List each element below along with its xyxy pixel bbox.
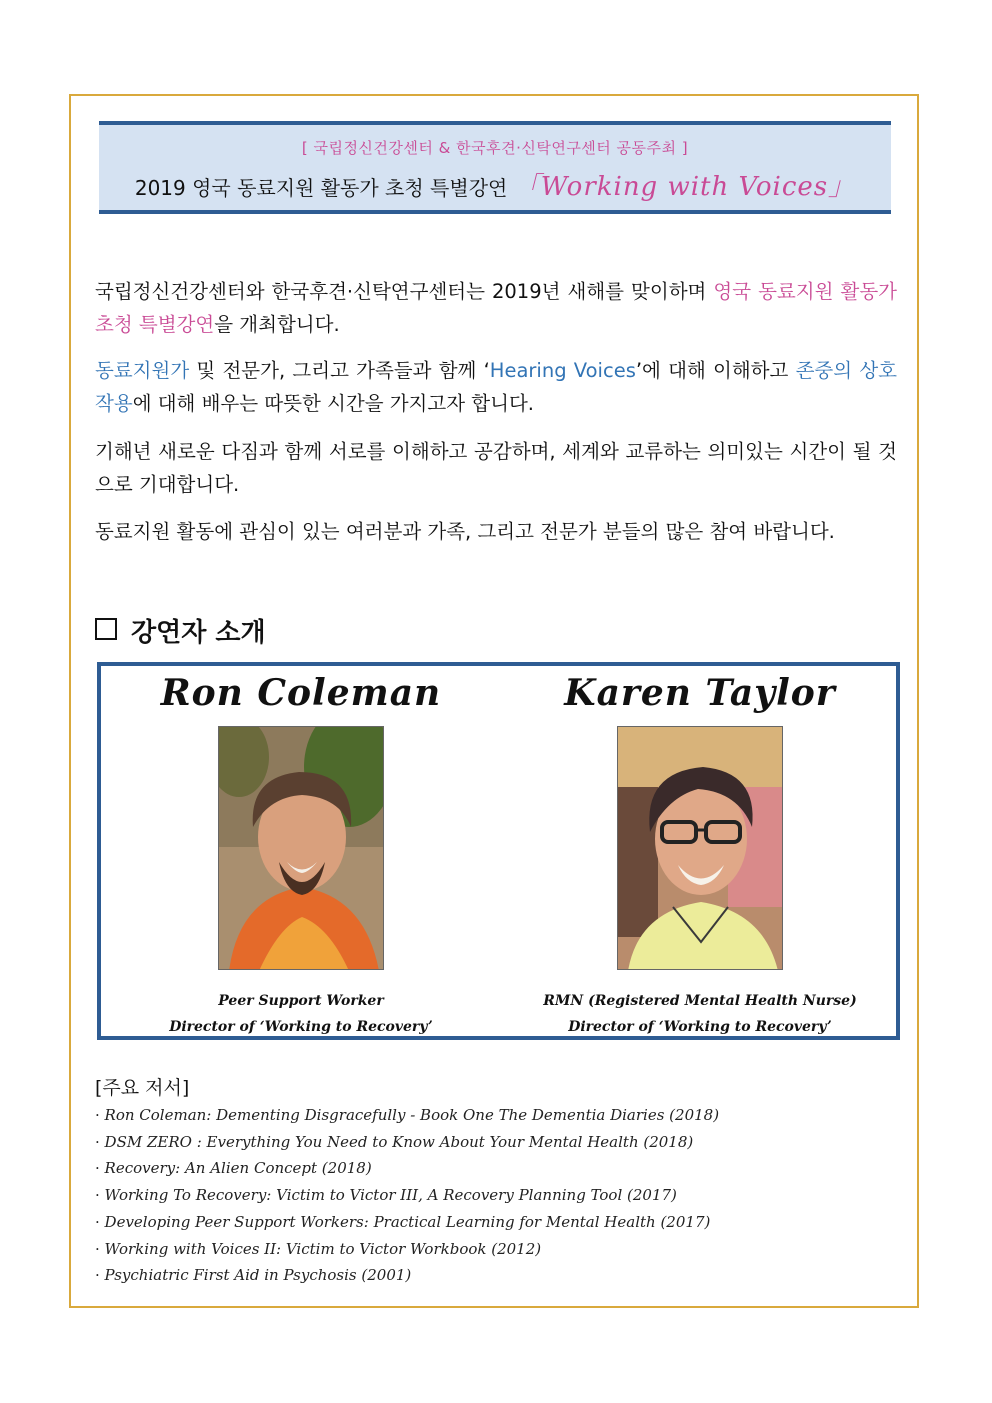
list-item: · Recovery: An Alien Concept (2018) xyxy=(95,1155,719,1182)
speaker-name: Karen Taylor xyxy=(564,672,836,714)
intro-p1-text: 국립정신건강센터와 한국후견·신탁연구센터는 2019년 새해를 맞이하며 xyxy=(95,280,714,303)
banner-subtitle: [ 국립정신건강센터 & 한국후견·신탁연구센터 공동주최 ] xyxy=(301,139,689,157)
speaker-role-director: Director of ‘Working to Recovery’ xyxy=(169,1019,433,1035)
works-list xyxy=(95,1102,719,1289)
intro-paragraph-2 xyxy=(95,354,897,420)
list-item: · Ron Coleman: Dementing Disgracefully - Book One The Dementia Diaries (2018) xyxy=(95,1102,719,1129)
header-banner xyxy=(99,121,891,214)
works-title: [주요 저서] xyxy=(95,1077,190,1099)
intro-p2-text-3: 에 대해 배우는 따뜻한 시간을 가지고자 합니다. xyxy=(132,392,534,415)
speaker-photo-ron xyxy=(218,726,384,970)
intro-paragraph-1 xyxy=(95,275,897,341)
intro-p2-highlight-3: 존중의 상호작용 xyxy=(95,359,898,415)
speaker-role-director: Director of ‘Working to Recovery’ xyxy=(568,1019,832,1035)
section-heading xyxy=(95,612,266,649)
list-item: · Developing Peer Support Workers: Practical Learning for Mental Health (2017) xyxy=(95,1209,719,1236)
intro-p1-text-end: 을 개최합니다. xyxy=(214,313,340,336)
speaker-role: RMN (Registered Mental Health Nurse) xyxy=(543,993,857,1009)
speaker-card-karen xyxy=(500,666,900,1040)
portrait-icon xyxy=(219,727,384,970)
checkbox-square-icon xyxy=(95,618,117,640)
intro-p2-highlight-1: 동료지원가 xyxy=(95,359,190,382)
list-item: · Psychiatric First Aid in Psychosis (2001) xyxy=(95,1262,719,1289)
banner-title-english: 「Working with Voices」 xyxy=(513,172,856,202)
intro-p2-text-1: 및 전문가, 그리고 가족들과 함께 ‘ xyxy=(189,359,490,382)
intro-p2-text-2: ’에 대해 이해하고 xyxy=(635,359,796,382)
banner-title-korean: 2019 영국 동료지원 활동가 초청 특별강연 xyxy=(134,176,508,200)
list-item: · DSM ZERO : Everything You Need to Know About Your Mental Health (2018) xyxy=(95,1129,719,1156)
intro-p2-highlight-2: Hearing Voices xyxy=(489,359,636,382)
section-title: 강연자 소개 xyxy=(131,618,266,648)
speaker-name: Ron Coleman xyxy=(160,672,442,714)
list-item: · Working To Recovery: Victim to Victor III, A Recovery Planning Tool (2017) xyxy=(95,1182,719,1209)
intro-p1-highlight: 영국 동료지원 활동가 초청 특별강연 xyxy=(95,280,897,336)
portrait-icon xyxy=(618,727,783,970)
banner-title xyxy=(99,166,891,203)
intro-paragraph-4: 동료지원 활동에 관심이 있는 여러분과 가족, 그리고 전문가 분들의 많은 참여 바랍니다. xyxy=(95,520,835,543)
intro-paragraph-3: 기해년 새로운 다짐과 함께 서로를 이해하고 공감하며, 세계와 교류하는 의미있는 시간이 될 것으로 기대합니다. xyxy=(95,440,897,496)
speaker-role: Peer Support Worker xyxy=(218,993,384,1009)
speaker-photo-karen xyxy=(617,726,783,970)
speakers-panel xyxy=(97,662,900,1040)
list-item: · Working with Voices II: Victim to Victor Workbook (2012) xyxy=(95,1236,719,1263)
speaker-card-ron xyxy=(101,666,501,1040)
